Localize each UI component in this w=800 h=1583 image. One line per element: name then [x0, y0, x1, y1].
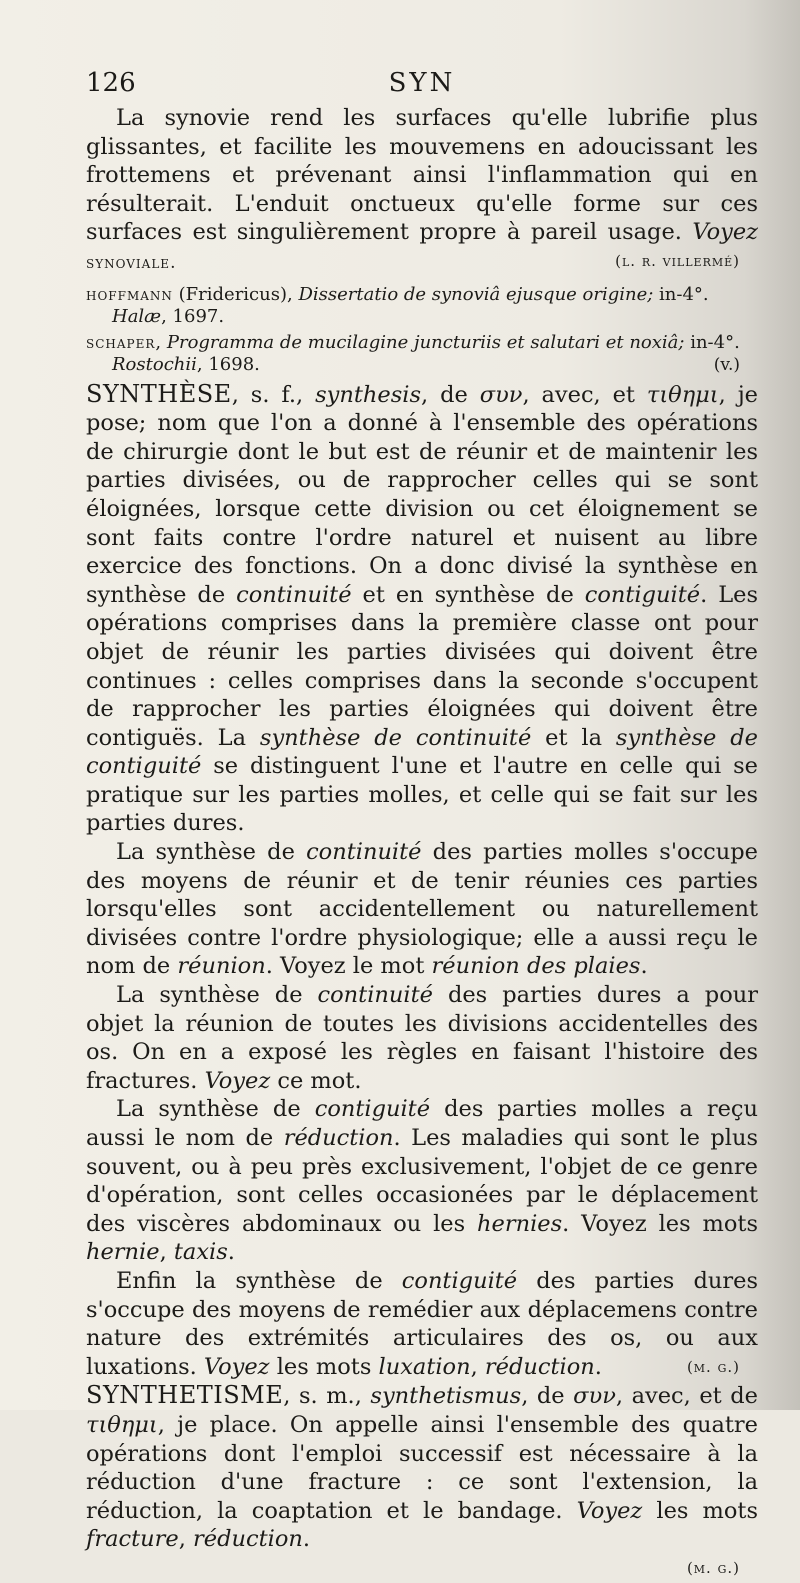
bibliography-entry: hoffmann (Fridericus), Dissertatio de synoviâ ejusque origine; in-4°. Halæ, 1697. [86, 284, 758, 328]
author-signature: (m. g.) [687, 1554, 740, 1583]
author-signature: (l. r. villermé) [585, 247, 740, 276]
see-reference: Voyez [204, 1354, 270, 1380]
bibliography-entry: schaper, Programma de mucilagine juncturiis et salutari et noxiâ; in-4°. Rostochii, 1698. (v.) [86, 332, 758, 376]
greek-word: τιθημι [86, 1412, 158, 1438]
paragraph: La synthèse de continuité des parties dures a pour objet la réunion de toutes les divisions accidentelles des os. On en a exposé les règles en faisant l'histoire des fractures. Voyez ce mot. [86, 981, 758, 1095]
running-head: SYN [86, 68, 758, 98]
see-reference: Voyez [692, 219, 758, 245]
greek-word: συν [573, 1383, 616, 1409]
see-reference: Voyez [577, 1498, 643, 1524]
author-signature: (m. g.) [657, 1353, 740, 1382]
page-header [86, 64, 758, 104]
synthetisme-entry: SYNTHETISME, s. m., synthetismus, de συν, avec, et de τιθημι, je place. On appelle ainsi l'ensemble des quatre opérations dont l'emploi successif est nécessaire à la réduction d'une fracture : ce sont l'extension, la réduction, la coaptation et le bandage. Voyez les mots fracture, réduction. [86, 1381, 758, 1554]
text-column [86, 64, 758, 1583]
headword: SYNTHÈSE [86, 380, 232, 408]
see-reference: Voyez [205, 1068, 271, 1094]
bibliography [86, 284, 758, 376]
synovie-paragraph: La synovie rend les surfaces qu'elle lubrifie plus glissantes, et facilite les mouvemens en adoucissant les frottemens et prévenant ainsi l'inflammation qui en résulterait. L'enduit onctueux qu'elle forme sur ces surfaces est singulièrement propre à pareil usage. Voyez synoviale. (l. r. villermé) [86, 104, 758, 278]
page-number: 126 [86, 68, 136, 98]
paragraph: Enfin la synthèse de contiguité des parties dures s'occupe des moyens de remédier aux déplacemens contre nature des extrémités articulaires des os, ou aux luxations. Voyez les mots luxation, réduction. (m. g.) [86, 1267, 758, 1381]
synthese-entry: SYNTHÈSE, s. f., synthesis, de συν, avec, et τιθημι, je pose; nom que l'on a donné à l'ensemble des opérations de chirurgie dont le but est de réunir et de maintenir les parties divisées, ou de rapprocher celles qui se sont éloignées, lorsque cette division ou cet éloignement se sont faits contre l'ordre naturel et nuisent au libre exercice des fonctions. On a donc divisé la synthèse en synthèse de continuité et en synthèse de contiguité. Les opérations comprises dans la première classe ont pour objet de réunir les parties divisées qui doivent être continues : celles comprises dans la seconde s'occupent de rapprocher les parties éloignées qui doivent être contiguës. La synthèse de continuité et la synthèse de contiguité se distinguent l'une et l'autre en celle qui se pratique sur les parties molles, et celle qui se fait sur les parties dures. [86, 380, 758, 839]
paragraph: La synthèse de continuité des parties molles s'occupe des moyens de réunir et de tenir réunies ces parties lorsqu'elles sont accidentellement ou naturellement divisées contre l'ordre physiologique; elle a aussi reçu le nom de réunion. Voyez le mot réunion des plaies. [86, 838, 758, 981]
headword: SYNTHETISME [86, 1381, 283, 1409]
greek-word: τιθημι [647, 382, 719, 408]
cross-reference-term: synoviale. [86, 253, 176, 273]
paragraph: La synthèse de contiguité des parties molles a reçu aussi le nom de réduction. Les maladies qui sont le plus souvent, ou à peu près exclusivement, l'objet de ce genre d'opération, sont celles occasionées par le déplacement des viscères abdominaux ou les hernies. Voyez les mots hernie, taxis. [86, 1095, 758, 1267]
greek-word: συν [480, 382, 523, 408]
